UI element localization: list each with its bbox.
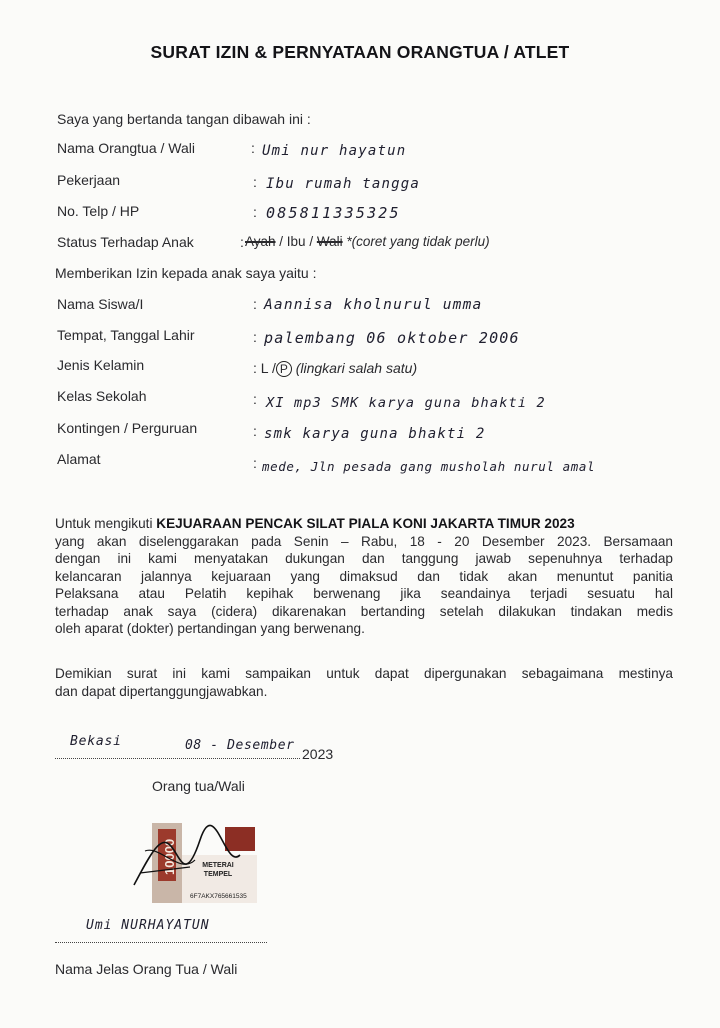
event-name: KEJUARAAN PENCAK SILAT PIALA KONI JAKARTA TIMUR 2023 [156,516,575,531]
gender-p-circled: P [276,361,292,377]
stamp-serial: 6F7AKX765661535 [190,893,247,900]
stamp-label1: METERAI [202,862,234,869]
birth-label: Tempat, Tanggal Lahir [57,327,195,343]
colon: : [253,329,257,345]
date-place: Bekasi [70,734,122,749]
statement-line: Pelaksana atau Pelatih kepihak berwenang jika seandainya terjadi sesuatu hal [55,586,673,601]
closing-paragraph [55,665,673,700]
signer-caption: Nama Jelas Orang Tua / Wali [55,961,238,977]
permission-intro: Memberikan Izin kepada anak saya yaitu : [55,265,317,281]
status-note: *(coret yang tidak perlu) [342,234,490,249]
date-dotted-line [55,758,300,759]
colon: : [253,174,257,190]
stamp-value: 10000 [162,838,177,875]
class-label: Kelas Sekolah [57,388,147,404]
birth-value: palembang 06 oktober 2006 [264,329,520,347]
student-name-value: Aannisa kholnurul umma [264,297,483,313]
signer-dotted-line [55,942,267,943]
colon: : [253,423,257,439]
statement-line: oleh aparat (dokter) pertandingan yang berwenang. [55,621,365,636]
address-value: mede, Jln pesada gang musholah nurul amal [262,459,596,474]
statement-line: kelancaran jalannya kejuaraan yang dimaksud dan tidak akan menuntut panitia [55,568,673,584]
meterai-stamp [130,815,260,910]
letter-title: SURAT IZIN & PERNYATAAN ORANGTUA / ATLET [150,42,570,62]
statement-paragraph [55,515,673,638]
colon: : [253,455,257,471]
student-name-label: Nama Siswa/I [57,296,144,312]
statement-lead: Untuk mengikuti [55,516,157,531]
contingent-value: smk karya guna bhakti 2 [264,426,486,442]
statement-line: terhadap anak saya (cidera) dikarenakan bertanding setelah dilakukan tindakan medis [55,603,673,619]
stamp-label2: TEMPEL [203,871,233,878]
colon: : [253,296,257,312]
colon: : [253,391,257,407]
colon: : [240,234,244,250]
parent-name-value: Umi nur hayatun [262,143,407,159]
status-ibu: Ibu [286,234,306,249]
date-year: 2023 [302,746,334,762]
closing-line: dan dapat dipertanggungjawabkan. [55,683,268,699]
closing-line: Demikian surat ini kami sampaikan untuk dapat dipergunakan sebagaimana mestinya [55,666,673,681]
statement-line: dengan ini kami menyatakan dukungan dan tanggung jawab sepenuhnya terhadap [55,551,673,566]
signer-name-handwritten: Umi NURHAYATUN [86,918,210,933]
colon: : [253,204,257,220]
status-ayah-struck: Ayah [245,234,276,249]
job-label: Pekerjaan [57,172,121,188]
intro-text: Saya yang bertanda tangan dibawah ini : [57,111,311,127]
colon: : [251,140,255,156]
phone-value: 085811335325 [266,204,401,222]
phone-label: No. Telp / HP [57,203,140,219]
address-label: Alamat [57,451,101,467]
contingent-label: Kontingen / Perguruan [57,420,198,436]
job-value: Ibu rumah tangga [266,176,421,192]
status-options: Ayah / Ibu / Wali *(coret yang tidak perlu) [245,234,490,249]
gender-label: Jenis Kelamin [57,357,145,373]
class-value: XI mp3 SMK karya guna bhakti 2 [266,395,546,411]
parent-name-label: Nama Orangtua / Wali [57,140,195,156]
gender-note: (lingkari salah satu) [291,360,418,376]
statement-line: yang akan diselenggarakan pada Senin – Rabu, 18 - 20 Desember 2023. Bersamaan [55,533,673,549]
status-wali-struck: Wali [316,234,343,249]
status-label: Status Terhadap Anak [57,234,194,250]
gender-options: : L / P (lingkari salah satu) [253,360,418,376]
signer-role: Orang tua/Wali [152,778,245,794]
stamp-corner-block [225,827,255,851]
date-day-month: 08 - Desember [185,738,295,753]
